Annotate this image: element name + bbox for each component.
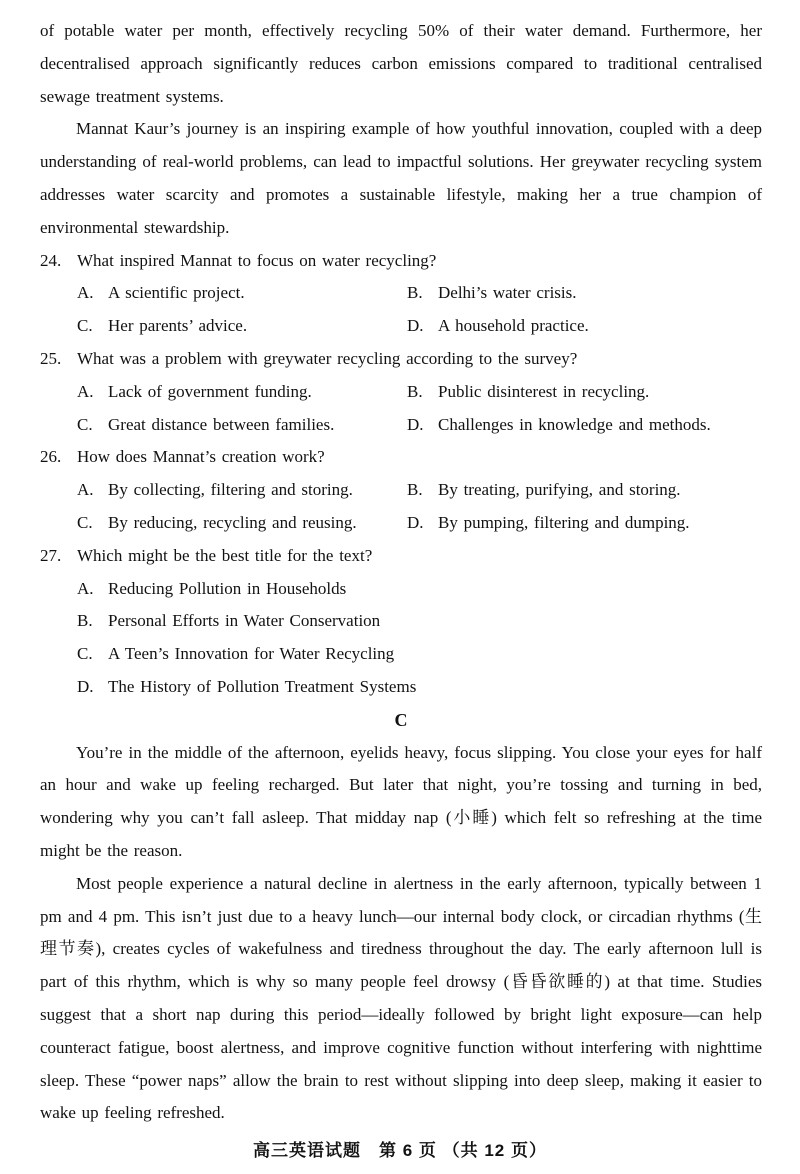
option-text: Great distance between families. [108, 414, 335, 434]
option-text: Lack of government funding. [108, 381, 312, 401]
option-text: Challenges in knowledge and methods. [438, 414, 711, 434]
option-label: D. [77, 676, 94, 696]
question-number: 26. [40, 447, 62, 467]
option-a [77, 376, 407, 409]
option-c [77, 409, 407, 442]
passage-b-paragraph-2: Mannat Kaur’s journey is an inspiring example of how youthful innovation, coupled with a deep understanding of real-world problems, can lead to impactful solutions. Her greywater recycling system addresses water scarcity and promotes a sustainable lifestyle, making her a true champion of environmental stewardship. [40, 119, 762, 237]
question-25-options [77, 376, 762, 442]
question-27-stem [40, 540, 762, 573]
option-text: By collecting, filtering and storing. [108, 480, 353, 500]
question-26 [40, 441, 762, 539]
option-label: A. [77, 480, 94, 500]
option-d [407, 310, 762, 343]
option-b [407, 277, 762, 310]
option-label: A. [77, 381, 94, 401]
option-text: Her parents’ advice. [108, 316, 248, 336]
section-c-paragraph-2: Most people experience a natural decline in alertness in the early afternoon, typically between 1 pm and 4 pm. This isn’t just due to a heavy lunch—our internal body clock, or circadian rhythms (生理节奏), creates cycles of wakefulness and tiredness throughout the day. The early afternoon lull is part of this rhythm, which is why so many people feel drowsy (昏昏欲睡的) at that time. Studies suggest that a short nap during this period—ideally followed by bright light exposure—can help counteract fatigue, boost alertness, and improve cognitive function without interfering with nighttime sleep. These “power naps” allow the brain to rest without slipping into deep sleep, making it easier to wake up feeling refreshed. [40, 873, 762, 1123]
option-label: D. [407, 512, 424, 532]
option-text: By reducing, recycling and reusing. [108, 512, 357, 532]
option-text: A household practice. [438, 316, 589, 336]
option-b [407, 376, 762, 409]
question-24 [40, 245, 762, 343]
page-footer: 高三英语试题 第 6 页 （共 12 页） [253, 1141, 547, 1160]
option-b [77, 605, 762, 638]
question-26-options [77, 474, 762, 540]
option-label: B. [407, 283, 423, 303]
option-label: D. [407, 414, 424, 434]
option-text: By pumping, filtering and dumping. [438, 512, 690, 532]
question-text: What inspired Mannat to focus on water recycling? [77, 250, 437, 270]
question-number: 27. [40, 545, 62, 565]
question-text: How does Mannat’s creation work? [77, 447, 325, 467]
option-b [407, 474, 762, 507]
option-label: C. [77, 644, 93, 664]
option-text: Personal Efforts in Water Conservation [108, 611, 381, 631]
option-text: Delhi’s water crisis. [438, 283, 577, 303]
option-label: B. [407, 480, 423, 500]
option-text: Public disinterest in recycling. [438, 381, 650, 401]
question-24-stem [40, 245, 762, 278]
section-c-heading: C [394, 709, 408, 730]
option-a [77, 573, 762, 606]
option-text: A Teen’s Innovation for Water Recycling [108, 644, 395, 664]
question-number: 24. [40, 250, 62, 270]
option-d [407, 507, 762, 540]
question-text: What was a problem with greywater recycling according to the survey? [77, 348, 578, 368]
option-text: Reducing Pollution in Households [108, 578, 347, 598]
option-label: B. [77, 611, 93, 631]
option-label: A. [77, 283, 94, 303]
option-d [407, 409, 762, 442]
question-number: 25. [40, 348, 62, 368]
option-label: A. [77, 578, 94, 598]
question-27 [40, 540, 762, 704]
option-c [77, 310, 407, 343]
option-a [77, 474, 407, 507]
question-27-options [77, 573, 762, 704]
section-c-paragraph-1: You’re in the middle of the afternoon, eyelids heavy, focus slipping. You close your eyes for half an hour and wake up feeling recharged. But later that night, you’re tossing and turning in bed, wondering why you can’t fall asleep. That midday nap (小睡) which felt so refreshing at the time might be the reason. [40, 742, 762, 860]
option-text: By treating, purifying, and storing. [438, 480, 681, 500]
option-text: A scientific project. [108, 283, 245, 303]
question-24-options [77, 277, 762, 343]
option-text: The History of Pollution Treatment Systems [108, 676, 417, 696]
question-25 [40, 343, 762, 441]
option-label: D. [407, 316, 424, 336]
question-26-stem [40, 441, 762, 474]
option-c [77, 638, 762, 671]
option-label: C. [77, 414, 93, 434]
option-a [77, 277, 407, 310]
option-label: B. [407, 381, 423, 401]
option-label: C. [77, 512, 93, 532]
option-label: C. [77, 316, 93, 336]
question-25-stem [40, 343, 762, 376]
option-d [77, 671, 762, 704]
option-c [77, 507, 407, 540]
question-text: Which might be the best title for the text? [77, 545, 373, 565]
passage-b-paragraph-1: of potable water per month, effectively recycling 50% of their water demand. Furthermore, her decentralised approach significantly reduces carbon emissions compared to traditional centralised sewage treatment systems. [40, 21, 762, 106]
